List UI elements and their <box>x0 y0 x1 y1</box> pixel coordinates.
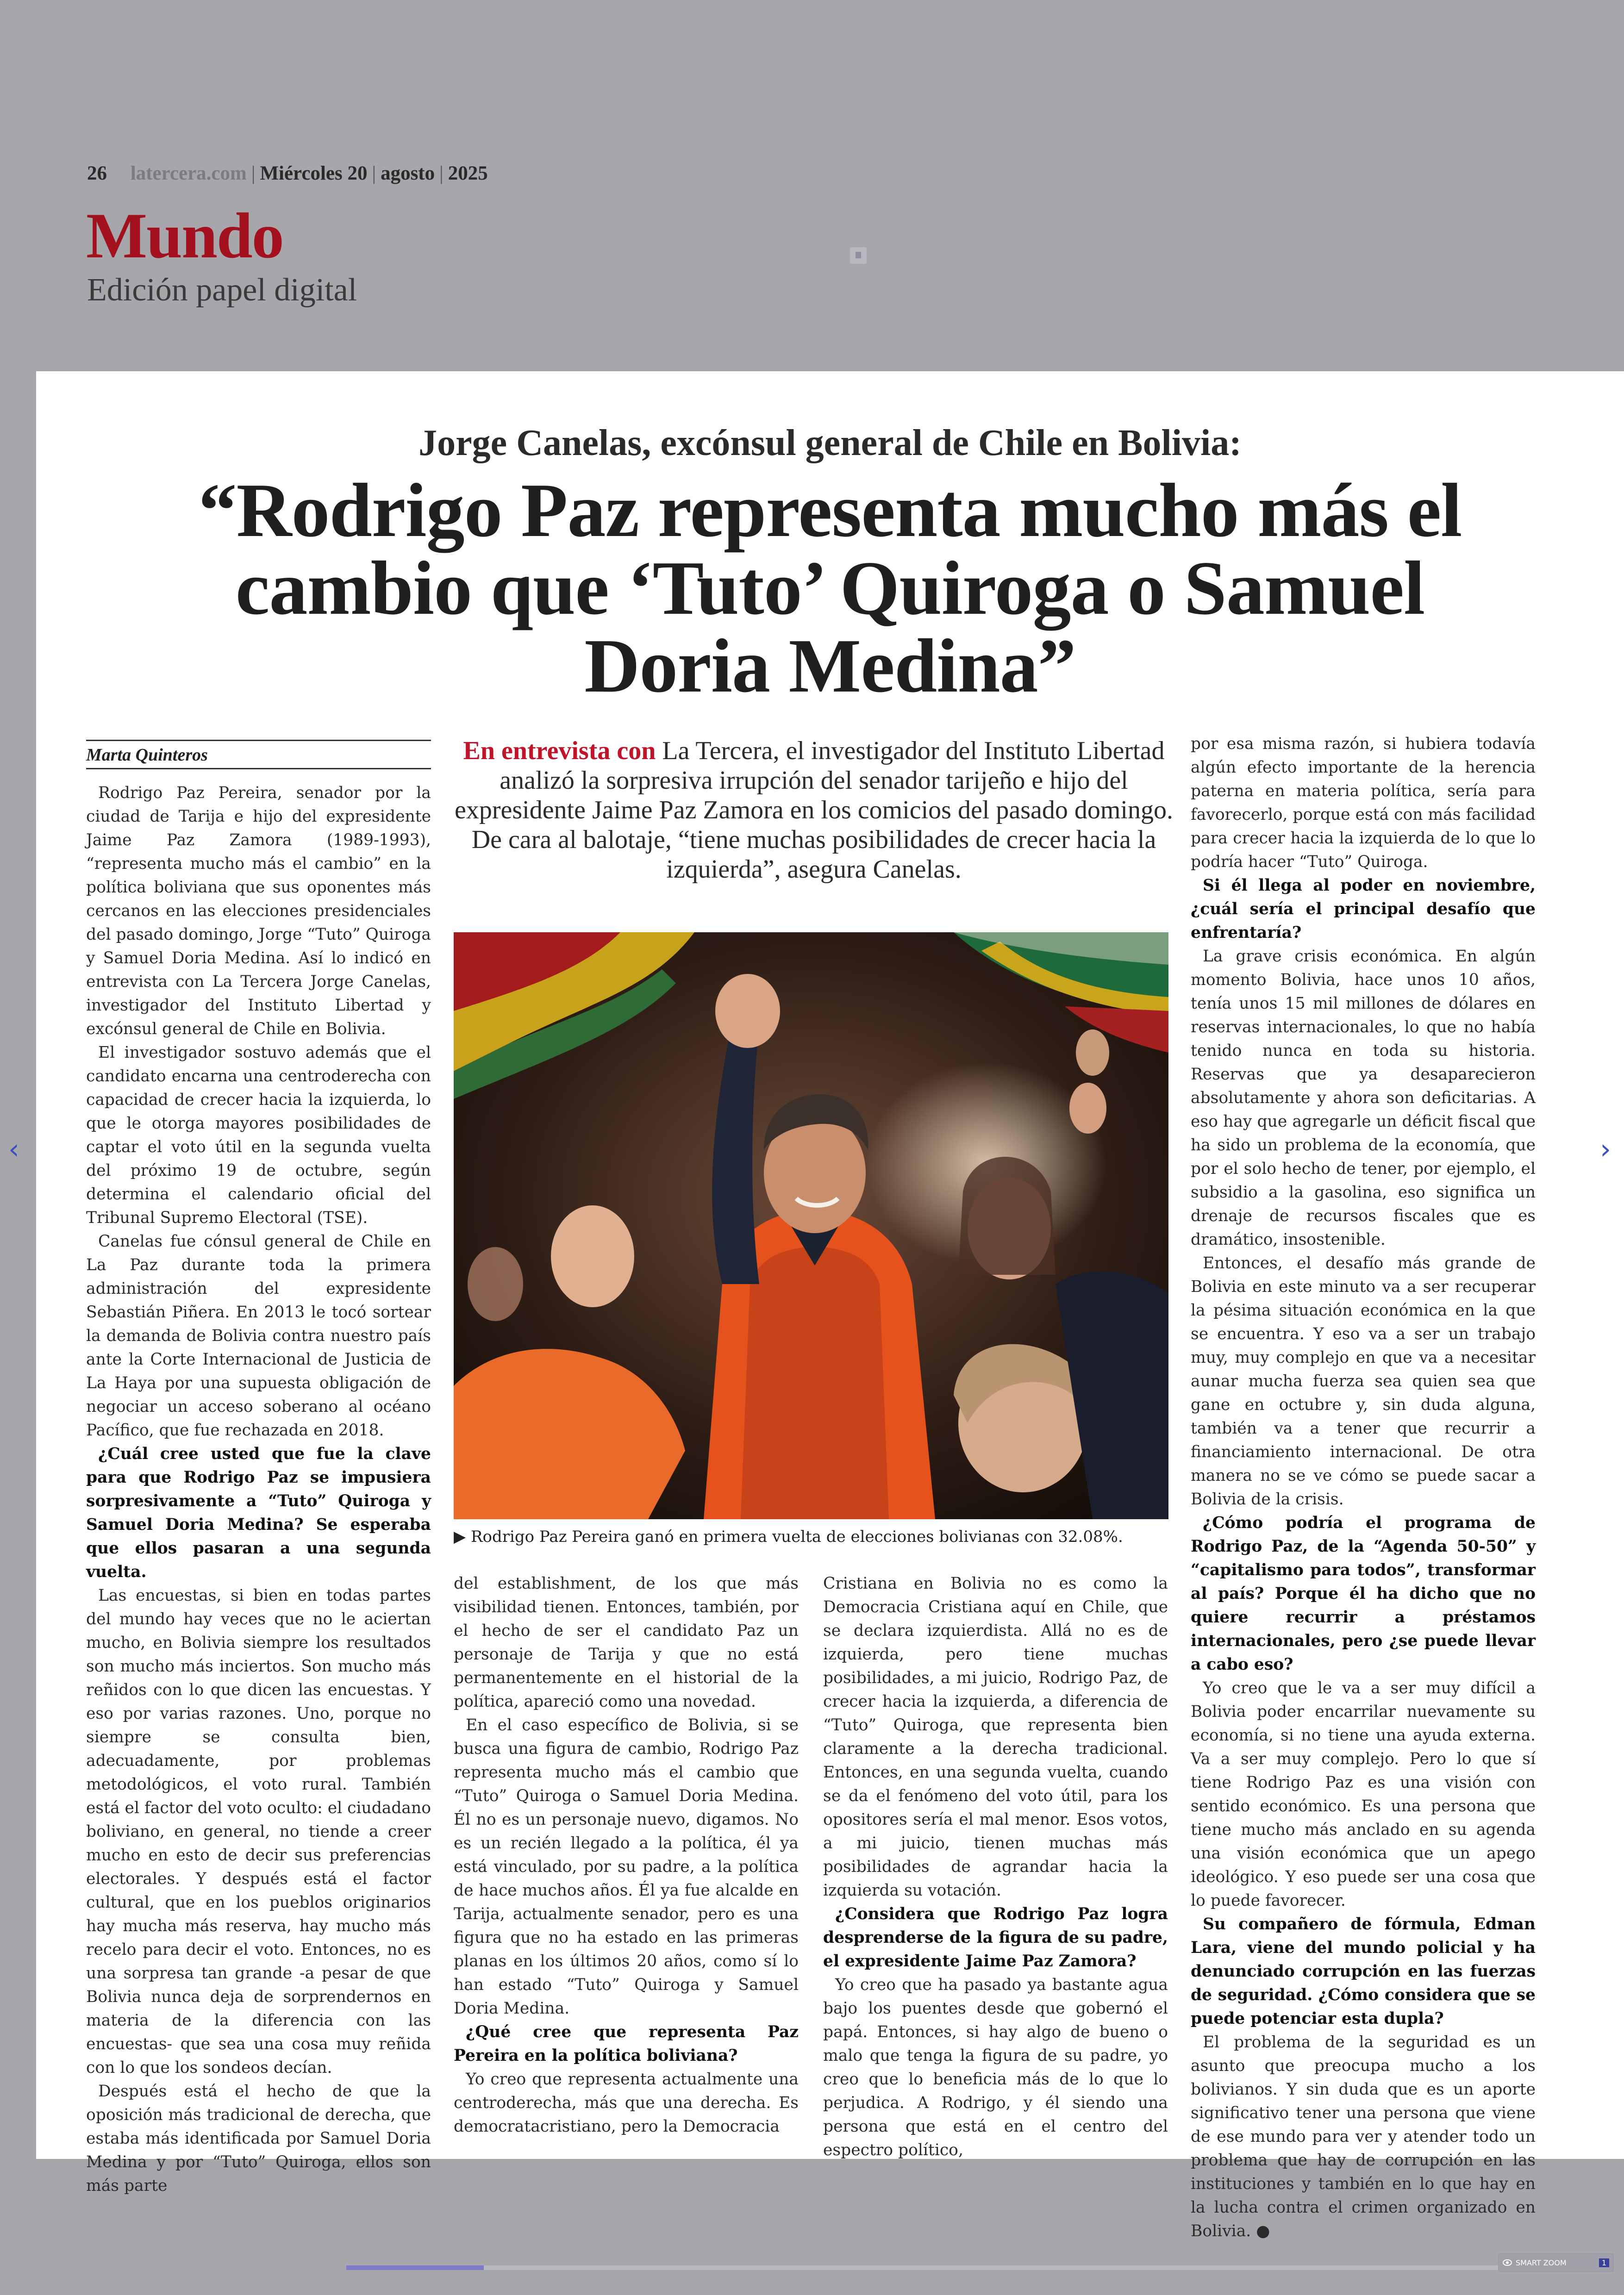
interview-question: ¿Cómo podría el programa de Rodrigo Paz, de la “Agenda 50-50” y “capitalismo para todos”, transformar al país? Porque él ha dicho que no quiere recurrir a préstamos internacionales, pero ¿se puede llevar a cabo eso? <box>1191 1514 1536 1674</box>
month: agosto <box>381 162 435 184</box>
interview-question: Su compañero de fórmula, Edman Lara, viene del mundo policial y ha denunciado corrupción en las fuerzas de seguridad. ¿Cómo considera que se puede potenciar esta dupla? <box>1191 1915 1536 2028</box>
article-headline: “Rodrigo Paz representa mucho más el cambio que ‘Tuto’ Quiroga o Samuel Doria Medina” <box>198 468 1462 708</box>
body-paragraph: En el caso específico de Bolivia, si se busca una figura de cambio, Rodrigo Paz representa mucho más el cambio que “Tuto” Quiroga o Samuel Doria Medina. Él no es un personaje nuevo, digamos. No es un recién llegado a la política, él ya está vinculado, por su padre, a la política de hace muchos años. Él ya fue alcalde en Tarija, actualmente senador, pero es una figura que no ha estado en las primeras planas en los últimos 20 años, como sí lo han estado “Tuto” Quiroga y Samuel Doria Medina. <box>454 1716 799 2018</box>
smart-zoom-page: 1 <box>1599 2258 1609 2267</box>
body-paragraph: Yo creo que le va a ser muy difícil a Bolivia poder encarrilar nuevamente su economía, si no tiene una ayuda externa. Va a ser muy complejo. Pero lo que sí tiene Rodrigo Paz es una visión con sentido económico. Es una persona que tiene mucho más anclado en su agenda una visión económica que un apego ideológico. Y eso puede ser una cosa que lo puede favorecer. <box>1191 1679 1536 1910</box>
body-paragraph: Canelas fue cónsul general de Chile en La Paz durante toda la primera administración del expresidente Sebastián Piñera. En 2013 le tocó sortear la demanda de Bolivia contra nuestro país ante la Corte Internacional de Justicia de La Haya por una supuesta obligación de negociar un acceso soberano al océano Pacífico, que fue rechazada en 2018. <box>86 1232 431 1440</box>
body-paragraph: Cristiana en Bolivia no es como la Democracia Cristiana aquí en Chile, que se declara izquierdista. Allá no es de izquierda, pero tiene muchas posibilidades, a mi juicio, Rodrigo Paz, de crecer hacia la izquierda, a diferencia de “Tuto” Quiroga, que representa bien claramente a la derecha tradicional. Entonces, en una segunda vuelta, cuando se da el fenómeno del voto útil, para los opositores sería el mal menor. Esos votos, a mi juicio, tienen muchas más posibilidades de agrandar hacia la izquierda su votación. <box>823 1574 1168 1900</box>
article-column-3 <box>823 1572 1168 2162</box>
reading-progress-bar[interactable] <box>346 2265 1596 2270</box>
body-paragraph: del establishment, de los que más visibilidad tienen. Entonces, también, por el hecho de ser el candidato Paz un personaje de Tarija y que no está permanentemente en el historial de la política, apareció como una novedad. <box>454 1574 799 1711</box>
edition-label: Edición papel digital <box>87 272 357 308</box>
site-name[interactable]: latercera.com <box>130 162 247 184</box>
section-title: Mundo <box>86 200 283 272</box>
article-kicker: Jorge Canelas, excónsul general de Chile en Bolivia: <box>418 423 1242 463</box>
body-paragraph: Yo creo que representa actualmente una centroderecha, más que una derecha. Es democratacristiano, pero la Democracia <box>454 2070 799 2136</box>
progress-fill <box>346 2265 484 2270</box>
body-paragraph: El investigador sostuvo además que el candidato encarna una centroderecha con capacidad de crecer hacia la izquierda, lo que le otorga mayores posibilidades de captar el voto útil en la segunda vuelta del próximo 19 de octubre, según determina el calendario oficial del Tribunal Supremo Electoral (TSE). <box>86 1043 431 1227</box>
newspaper-page <box>36 371 1624 2240</box>
date-line: 26 latercera.com | Miércoles 20 | agosto | 2025 <box>87 162 488 184</box>
article-column-4 <box>1191 732 1536 2243</box>
previous-page-icon[interactable]: ‹ <box>8 1133 19 1166</box>
eye-icon <box>1503 2259 1512 2266</box>
lead-text: La Tercera, el investigador del Instituto Libertad analizó la sorpresiva irrupción del senador tarijeño e hijo del expresidente Jaime Paz Zamora en los comicios del pasado domingo. De cara al balotaje, “tiene muchas posibilidades de crecer hacia la izquierda”, asegura Canelas. <box>454 736 1173 884</box>
body-paragraph: por esa misma razón, si hubiera todavía algún efecto importante de la herencia paterna en materia política, sería para favorecerlo, porque está con más facilidad para crecer hacia la izquierda de lo que lo podría hacer “Tuto” Quiroga. <box>1191 735 1536 871</box>
body-paragraph: Entonces, el desafío más grande de Bolivia en este minuto va a ser recuperar la pésima situación económica en la que se encuentra. Y eso va a ser un trabajo muy, muy complejo en que va a necesitar aunar mucha fuerza sea quien sea que gane en octubre y, sin duda alguna, también va a tener que recurrir a financiamiento internacional. De otra manera no se ve cómo se puede sacar a Bolivia de la crisis. <box>1191 1254 1536 1509</box>
body-paragraph: Rodrigo Paz Pereira, senador por la ciudad de Tarija e hijo del expresidente Jaime Paz Zamora (1989-1993), “representa mucho más el cambio” en la política boliviana que sus oponentes más cercanos en las elecciones presidenciales del pasado domingo, Jorge “Tuto” Quiroga y Samuel Doria Medina. Así lo indicó en entrevista con La Tercera Jorge Canelas, investigador del Instituto Libertad y excónsul general de Chile en Bolivia. <box>86 784 431 1038</box>
next-page-icon[interactable]: › <box>1600 1133 1611 1166</box>
interview-question: ¿Qué cree que representa Paz Pereira en la política boliviana? <box>454 2023 799 2065</box>
body-paragraph: El problema de la seguridad es un asunto que preocupa mucho a los bolivianos. Y sin duda que es un aporte significativo tener una persona que viene de ese mundo para ver y atender todo un problema que hay de corrupción en las instituciones y también en lo que hay en la lucha contra el crimen organizado en Bolivia. ● <box>1191 2033 1536 2240</box>
article-column-1 <box>86 781 431 2198</box>
interview-question: ¿Cuál cree usted que fue la clave para que Rodrigo Paz se impusiera sorpresivamente a “Tuto” Quiroga y Samuel Doria Medina? Se esperaba que ellos pasaran a una segunda vuelta. <box>86 1445 431 1581</box>
body-paragraph: Yo creo que ha pasado ya bastante agua bajo los puentes desde que gobernó el papá. Entonces, si hay algo de bueno o malo que tenga la figura de su padre, yo creo que lo beneficia más de lo que lo perjudica. A Rodrigo, y él siendo una persona que está en el centro del espectro político, <box>823 1976 1168 2159</box>
weekday: Miércoles 20 <box>260 162 368 184</box>
year: 2025 <box>448 162 488 184</box>
interview-question: Si él llega al poder en noviembre, ¿cuál sería el principal desafío que enfrentaría? <box>1191 876 1536 942</box>
body-paragraph: Las encuestas, si bien en todas partes del mundo hay veces que no le aciertan mucho, en Bolivia siempre los resultados son mucho más inciertos. Son mucho más reñidos con lo que dicen las encuestas. Y eso por varias razones. Uno, porque no siempre se consulta bien, adecuadamente, por problemas metodológicos, el voto rural. También está el factor del voto oculto: el ciudadano boliviano, en general, no tiende a creer mucho en esto de decir sus preferencias electorales. Y después está el factor cultural, que en los pueblos originarios hay mucha más reserva, hay mucho más recelo para decir el voto. Entonces, no es una sorpresa tan grande -a pesar de que Bolivia nunca deja de sorprendernos en materia de la diferencia con las encuestas- que sea una cosa muy reñida con lo que los sondeos decían. <box>86 1586 431 2077</box>
article-column-2 <box>454 1572 799 2139</box>
lead-highlight: En entrevista con <box>463 736 656 765</box>
page-number: 26 <box>87 162 107 184</box>
article-lead <box>453 736 1175 884</box>
body-paragraph: Después está el hecho de que la oposición más tradicional de derecha, que estaba más identificada por Samuel Doria Medina y por “Tuto” Quiroga, ellos son más parte <box>86 2082 431 2195</box>
smart-zoom-label: SMART ZOOM <box>1516 2258 1567 2267</box>
page-thumbnail-icon[interactable] <box>850 247 867 264</box>
byline: Marta Quinteros <box>86 740 431 769</box>
candidate-celebration-image <box>454 932 1168 1519</box>
interview-question: ¿Considera que Rodrigo Paz logra desprenderse de la figura de su padre, el expresidente Jaime Paz Zamora? <box>823 1905 1168 1971</box>
photo-caption: ▶ Rodrigo Paz Pereira ganó en primera vuelta de elecciones bolivianas con 32.08%. <box>454 1528 1123 1546</box>
body-paragraph: La grave crisis económica. En algún momento Bolivia, hace unos 10 años, tenía unos 15 mil millones de dólares en reservas internacionales, lo que no había tenido nunca en toda su historia. Reservas que ya desaparecieron absolutamente y ahora son deficitarias. A eso hay que agregarle un déficit fiscal que ha sido un problema de la economía, que por el solo hecho de tener, por ejemplo, el subsidio a la gasolina, eso significa un drenaje de recursos fiscales que es dramático, insostenible. <box>1191 947 1536 1249</box>
article-photo <box>454 932 1168 1519</box>
smart-zoom-button[interactable] <box>1498 2253 1614 2272</box>
